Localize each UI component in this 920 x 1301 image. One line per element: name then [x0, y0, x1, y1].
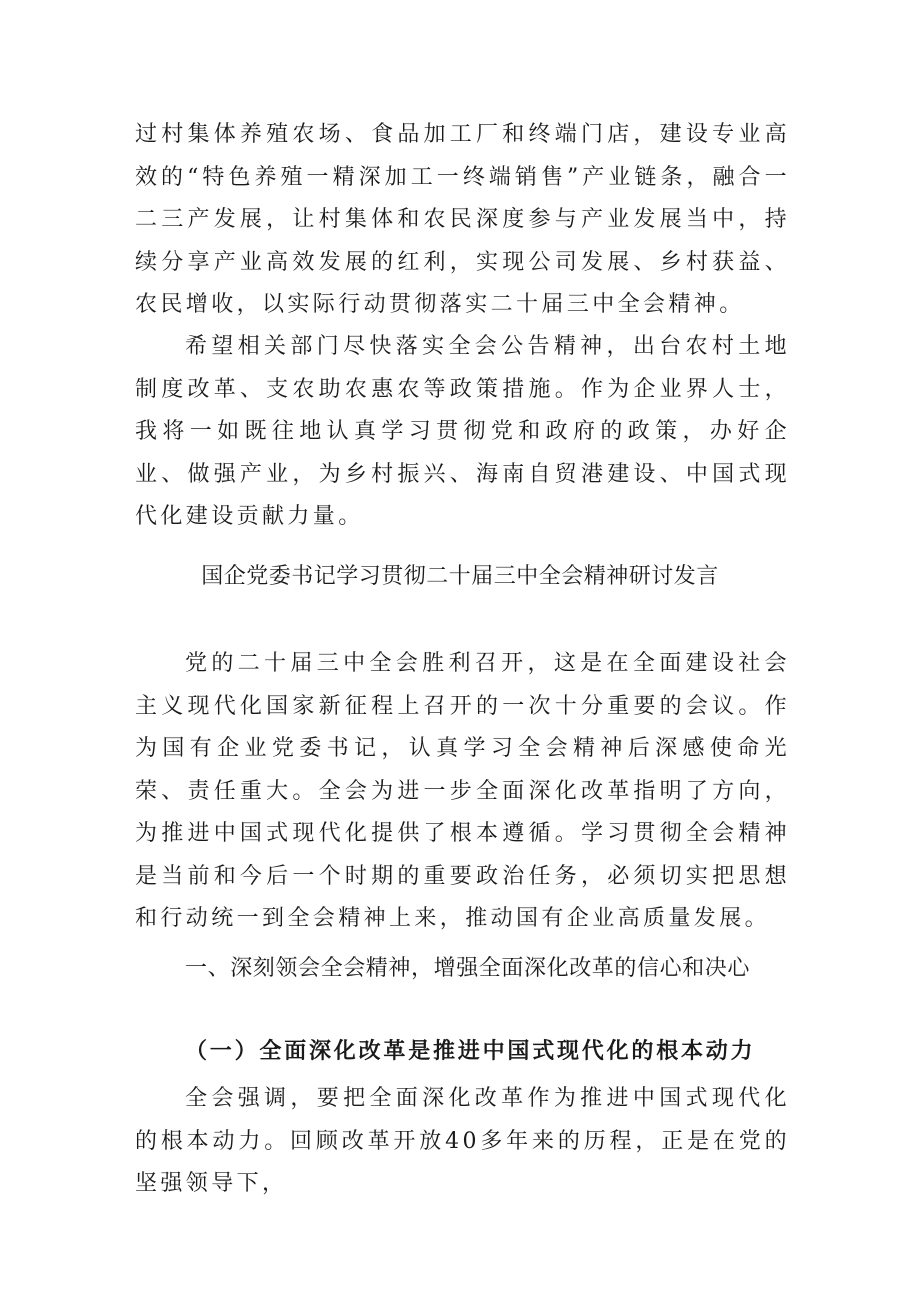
section-heading: 一、深刻领会全会精神，增强全面深化改革的信心和决心 — [185, 956, 751, 981]
subsection-heading: （一）全面深化改革是推进中国式现代化的根本动力 — [185, 1038, 756, 1064]
section-paragraph: 全会强调，要把全面深化改革作为推进中国式现代化的根本动力。回顾改革开放40多年来的历程，正是在党的坚强领导下， — [135, 1086, 790, 1196]
closing-paragraph: 希望相关部门尽快落实全会公告精神，出台农村土地制度改革、支农助农惠农等政策措施。作为企业界人士，我将一如既往地认真学习贯彻党和政府的政策，办好企业、做强产业，为乡村振兴、海南自贸港建设、中国式现代化建设贡献力量。 — [135, 334, 790, 529]
intro-paragraph: 党的二十届三中全会胜利召开，这是在全面建设社会主义现代化国家新征程上召开的一次十分重要的会议。作为国有企业党委书记，认真学习全会精神后深感使命光荣、责任重大。全会为进一步全面深化改革指明了方向，为推进中国式现代化提供了根本遵循。学习贯彻全会精神是当前和今后一个时期的重要政治任务，必须切实把思想和行动统一到全会精神上来，推动国有企业高质量发展。 — [135, 651, 790, 931]
article-title: 国企党委书记学习贯彻二十届三中全会精神研讨发言 — [201, 564, 719, 589]
continuation-paragraph: 过村集体养殖农场、食品加工厂和终端门店，建设专业高效的“特色养殖一精深加工一终端销售”产业链条，融合一二三产发展，让村集体和农民深度参与产业发展当中，持续分享产业高效发展的红利，实现公司发展、乡村获益、农民增收，以实际行动贯彻落实二十届三中全会精神。 — [135, 122, 790, 317]
